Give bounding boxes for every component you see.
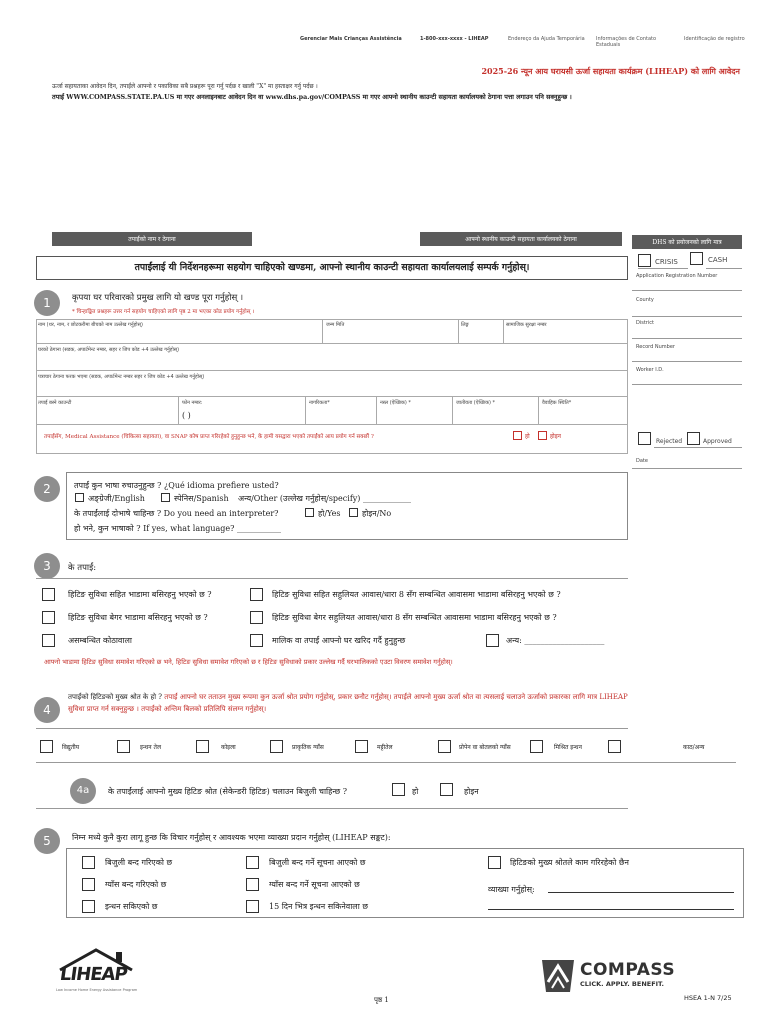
fuel-coal-label: कोइला bbox=[221, 744, 236, 751]
form-title: 2025-26 न्यून आय घरायसी ऊर्जा सहायता कार्यक्रम (LIHEAP) को लागि आवेदन bbox=[481, 66, 740, 76]
local-office-bar: आफ्नो स्थानीय काउन्टी सहायता कार्यालयको ठेगाना bbox=[420, 232, 622, 246]
subsidized-with-heat-label: हिटिङ सुविधा सहित सहुलियत आवास/धारा 8 सँग सम्बन्धित आवासमा भाडामा बसिरहनु भएको छ ? bbox=[272, 590, 561, 599]
section-3-note: आफ्नो भाडामा हिटिङ सुविधा समावेश गरिएको छ भने, हिटिङ सुविधा समावेश गरिएको छ र हिटिङ सुविधाको प्रकार उल्लेख गर्दै घरभालिकको एउटा विवरण समावेश गर्नुहोस्। bbox=[44, 658, 453, 666]
section-4a-number: 4a bbox=[70, 778, 96, 804]
approved-label: Approved bbox=[703, 438, 732, 445]
crisis-checkbox[interactable] bbox=[638, 254, 651, 267]
district-label: District bbox=[636, 320, 654, 326]
header-block-1: Gerenciar Mais Crianças Assistência bbox=[300, 36, 402, 42]
compass-wordmark: COMPASS bbox=[580, 960, 676, 980]
fuel-electric-label: विद्युतीय bbox=[62, 744, 80, 751]
section-4a-no-label: होइन bbox=[464, 787, 479, 796]
fuel-kerosene-checkbox[interactable] bbox=[355, 740, 368, 753]
ssn-field[interactable]: सामाजिक सुरक्षा नम्बर bbox=[506, 322, 547, 328]
liheap-logo bbox=[56, 948, 136, 998]
section-1-heading: कृपया घर परिवारको प्रमुख लागि यो खण्ड पूरा गर्नुहोस् । bbox=[72, 293, 244, 303]
worker-id-label: Worker I.D. bbox=[636, 367, 664, 373]
renting-with-heat-label: हिटिङ सुविधा सहित भाडामा बसिरहनु भएको छ ? bbox=[68, 590, 212, 599]
english-label: अङ्ग्रेजी/English bbox=[88, 494, 145, 503]
english-checkbox[interactable] bbox=[75, 493, 84, 502]
crisis-fuel-15days-checkbox[interactable] bbox=[246, 900, 259, 913]
interpreter-question: के तपाईंलाई दोभाषे चाहिन्छ ? Do you need an interpreter? bbox=[74, 509, 279, 518]
spanish-label: स्पेनिस/Spanish bbox=[174, 494, 229, 503]
phone-parens: ( ) bbox=[182, 411, 191, 420]
renting-with-heat-checkbox[interactable] bbox=[42, 588, 55, 601]
compass-keystone-icon bbox=[538, 958, 578, 994]
explain-label: व्याख्या गर्नुहोस्: bbox=[488, 885, 535, 894]
subsidized-without-heat-label: हिटिङ सुविधा बेगर सहुलियत आवास/धारा 8 सँग सम्बन्धित आवासमा भाडामा बसिरहनु भएको छ ? bbox=[272, 613, 557, 622]
section-4a-no-checkbox[interactable] bbox=[440, 783, 453, 796]
compass-logo bbox=[538, 958, 728, 998]
marital-status-field[interactable]: वैवाहिक स्थिति* bbox=[542, 400, 572, 406]
other-language-label[interactable]: अन्य/Other (उल्लेख गर्नुहोस्/specify) ____________ bbox=[238, 494, 411, 503]
instruction-1: ऊर्जा सहायताका आवेदन दिन, तपाईंले आफ्नो र पकाविका सबै प्रश्नहरू पूरा गर्नु पर्दछ र खाली "X" मा हस्ताक्षर गर्नु पर्दछ । bbox=[52, 83, 318, 90]
fuel-electric-checkbox[interactable] bbox=[40, 740, 53, 753]
crisis-label: CRISIS bbox=[655, 258, 678, 266]
crisis-gas-notice-label: ग्याँस बन्द गर्ने सूचना आएको छ bbox=[269, 880, 360, 889]
section-3-heading: के तपाईं: bbox=[68, 563, 97, 573]
app-reg-label: Application Registration Number bbox=[636, 273, 718, 279]
fuel-wood-other-checkbox[interactable] bbox=[608, 740, 621, 753]
page-number: पृष्ठ 1 bbox=[374, 996, 389, 1004]
header-block-2: 1-800-xxx-xxxx - LIHEAP bbox=[420, 36, 489, 42]
crisis-electric-notice-checkbox[interactable] bbox=[246, 856, 259, 869]
section-4a-yes-checkbox[interactable] bbox=[392, 783, 405, 796]
medical-yes-checkbox[interactable] bbox=[513, 431, 522, 440]
renting-without-heat-checkbox[interactable] bbox=[42, 611, 55, 624]
citizenship-field[interactable]: नागरिकता* bbox=[309, 400, 330, 406]
medical-yes-label: हो bbox=[525, 433, 530, 440]
rejected-checkbox[interactable] bbox=[638, 432, 651, 445]
fuel-blended-checkbox[interactable] bbox=[530, 740, 543, 753]
name-field[interactable]: नाम (थर, नाम, र छोटकरीमा बीचको नाम उल्लेख गर्नुहोस्) bbox=[38, 322, 143, 328]
roomer-label: असम्बन्धित कोठावाला bbox=[68, 636, 132, 645]
instruction-2: तपाईं WWW.COMPASS.STATE.PA.US मा गएर अनलाइनबाट आवेदन दिन वा www.dhs.pa.gov/COMPASS मा गएर आफ्नो स्थानीय काउन्टी सहायता कार्यालयको ठेगाना पत्ता लगाउन पनि सक्नुहुन्छ । bbox=[52, 93, 572, 101]
crisis-heat-broken-checkbox[interactable] bbox=[488, 856, 501, 869]
crisis-fuel-out-checkbox[interactable] bbox=[82, 900, 95, 913]
header-block-4: Informações de Contato Estaduais bbox=[596, 36, 657, 49]
compass-tagline: CLICK. APPLY. BENEFIT. bbox=[580, 980, 664, 988]
roomer-checkbox[interactable] bbox=[42, 634, 55, 647]
cash-label: CASH bbox=[708, 256, 728, 264]
interpreter-yes-checkbox[interactable] bbox=[305, 508, 314, 517]
subsidized-without-heat-checkbox[interactable] bbox=[250, 611, 263, 624]
medical-no-label: होइन bbox=[550, 433, 562, 440]
crisis-fuel-15days-label: 15 दिन भित्र इन्धन सकिनेवाला छ bbox=[269, 902, 368, 911]
interpreter-no-label: होइन/No bbox=[362, 509, 392, 518]
other-housing-label[interactable]: अन्य: ____________________ bbox=[506, 636, 605, 645]
crisis-gas-off-label: ग्याँस बन्द गरिएको छ bbox=[105, 880, 167, 889]
date-label: Date bbox=[636, 458, 648, 464]
crisis-gas-notice-checkbox[interactable] bbox=[246, 878, 259, 891]
home-address-field[interactable]: घरको ठेगाना (सडक, अपार्टमेन्ट नम्बर, सहर र जिप कोड +4 उल्लेख गर्नुहोस्) bbox=[38, 347, 180, 353]
fuel-propane-label: प्रोपेन वा बोतलको ग्याँस bbox=[459, 744, 511, 751]
fuel-coal-checkbox[interactable] bbox=[196, 740, 209, 753]
race-field[interactable]: नस्ल (ऐच्छिक) * bbox=[380, 400, 411, 406]
which-language-question[interactable]: हो भने, कुन भाषाको ? If yes, what language? ___________ bbox=[74, 524, 281, 533]
heating-source-q-main: तपाईंको हिटिङको मुख्य श्रोत के हो ? bbox=[68, 693, 163, 701]
fuel-natural-gas-label: प्राकृतिक ग्याँस bbox=[292, 744, 324, 751]
county-field[interactable]: तपाईं बस्ने काउन्टी bbox=[38, 400, 72, 406]
crisis-electric-off-checkbox[interactable] bbox=[82, 856, 95, 869]
dhs-use-bar: DHS को प्रयोजनको लागि मात्र bbox=[632, 235, 742, 249]
explain-line-2[interactable] bbox=[488, 909, 734, 910]
mailing-address-field[interactable]: पत्राचार ठेगाना फरक भएमा (सडक, अपार्टमेन्ट नम्बर सहर र जिप कोड +4 उल्लेख गर्नुहोस्) bbox=[38, 374, 205, 380]
ethnicity-field[interactable]: जातीयता (ऐच्छिक) * bbox=[456, 400, 496, 406]
heating-source-question bbox=[68, 691, 628, 715]
crisis-electric-off-label: बिजुली बन्द गरिएको छ bbox=[105, 858, 173, 867]
help-banner: तपाईंलाई यी निर्देशनहरूमा सहयोग चाहिएको खण्डमा, आफ्नो स्थानीय काउन्टी सहायता कार्यालयलाई सम्पर्क गर्नुहोस्। bbox=[36, 256, 628, 280]
explain-line-1[interactable] bbox=[548, 892, 734, 893]
section-4a-question: के तपाईंलाई आफ्नो मुख्य हिटिङ श्रोत (सेकेन्डरी हिटिङ) चलाउन बिजुली चाहिन्छ ? bbox=[108, 787, 348, 796]
dob-field[interactable]: जन्म मिति bbox=[326, 322, 345, 328]
other-housing-checkbox[interactable] bbox=[486, 634, 499, 647]
medical-assistance-question: तपाईंसँग, Medical Assistance (चिकित्सा सहायता), वा SNAP कोष प्राप्त गरिरहेको हुनुहुन्छ भने, के हामी यसद्वारा भएको तपाईंको आय प्रयोग गर्न सक्छौं ? bbox=[44, 434, 374, 440]
header-block-3: Endereço da Ajuda Temporária bbox=[508, 36, 585, 42]
heating-source-q-note: तपाईं आफ्नो घर तताउन मुख्य रूपमा कुन ऊर्जा श्रोत प्रयोग गर्नुहोस्, प्रकार छनौट गर्नुहोस्। तपाईंले आफ्नो मुख्य ऊर्जा श्रोत वा त्यसलाई चलाउने ऊर्जाको प्रकारका लागि मात्र LIHEAP सुविधा प्राप्त गर्न सक्नुहुन्छ । तपाईंको अन्तिम बिलको प्रतिलिपि संलग्न गर्नुहोस्। bbox=[68, 693, 628, 713]
fuel-wood-other-label: काठ/अन्य bbox=[683, 744, 705, 751]
owner-label: मालिक वा तपाईं आफ्नो घर खरिद गर्दै हुनुहुन्छ bbox=[272, 636, 406, 645]
language-question: तपाईं कुन भाषा रुचाउनुहुन्छ ? ¿Qué idioma prefiere usted? bbox=[74, 481, 279, 490]
fuel-natural-gas-checkbox[interactable] bbox=[270, 740, 283, 753]
rejected-label: Rejected bbox=[656, 438, 683, 445]
form-code: HSEA 1-N 7/25 bbox=[684, 994, 732, 1002]
spanish-checkbox[interactable] bbox=[161, 493, 170, 502]
fuel-propane-checkbox[interactable] bbox=[438, 740, 451, 753]
section-1-subnote: * चिन्हाङ्कित प्रश्नहरू उत्तर गर्न सहयोग चाहिएको लागि पृष्ठ 2 मा भएका कोड प्रयोग गर्नुहोस् । bbox=[72, 309, 255, 315]
name-address-bar: तपाईंको नाम र ठेगाना bbox=[52, 232, 252, 246]
section-1-number: 1 bbox=[34, 290, 60, 316]
liheap-logo-text: LIHEAP bbox=[58, 964, 129, 985]
section-4-number: 4 bbox=[34, 697, 60, 723]
record-number-label: Record Number bbox=[636, 344, 675, 350]
section-2-number: 2 bbox=[34, 476, 60, 502]
interpreter-no-checkbox[interactable] bbox=[349, 508, 358, 517]
crisis-fuel-out-label: इन्धन सकिएको छ bbox=[105, 902, 158, 911]
crisis-heat-broken-label: हिटिङको मुख्य श्रोतले काम गरिरहेको छैन bbox=[510, 858, 629, 867]
approved-checkbox[interactable] bbox=[687, 432, 700, 445]
crisis-electric-notice-label: बिजुली बन्द गर्ने सूचना आएको छ bbox=[269, 858, 366, 867]
owner-checkbox[interactable] bbox=[250, 634, 263, 647]
header-block-5: Identificação de registro bbox=[684, 36, 745, 42]
interpreter-yes-label: हो/Yes bbox=[318, 509, 341, 518]
fuel-kerosene-label: मट्टीतेल bbox=[377, 744, 393, 751]
fuel-blended-label: मिश्रित इन्धन bbox=[554, 744, 582, 751]
cash-checkbox[interactable] bbox=[690, 252, 703, 265]
subsidized-with-heat-checkbox[interactable] bbox=[250, 588, 263, 601]
medical-no-checkbox[interactable] bbox=[538, 431, 547, 440]
phone-field[interactable]: फोन नम्बर: bbox=[182, 400, 203, 406]
liheap-tagline: Low Income Home Energy Assistance Program bbox=[56, 988, 138, 992]
fuel-oil-label: इन्धन तेल bbox=[140, 744, 162, 751]
section-5-number: 5 bbox=[34, 828, 60, 854]
renting-without-heat-label: हिटिङ सुविधा बेगर भाडामा बसिरहनु भएको छ ? bbox=[68, 613, 208, 622]
section-5-question: निम्न मध्ये कुनै कुरा लागू हुन्छ कि विचार गर्नुहोस् र आवश्यक भएमा व्याख्या प्रदान गर्नुहोस् (LIHEAP सङ्कट): bbox=[72, 833, 391, 842]
section-4a-yes-label: हो bbox=[412, 787, 419, 796]
fuel-oil-checkbox[interactable] bbox=[117, 740, 130, 753]
section-3-number: 3 bbox=[34, 553, 60, 579]
county-label: County bbox=[636, 297, 654, 303]
gender-field[interactable]: लिङ्ग bbox=[461, 322, 469, 328]
crisis-gas-off-checkbox[interactable] bbox=[82, 878, 95, 891]
